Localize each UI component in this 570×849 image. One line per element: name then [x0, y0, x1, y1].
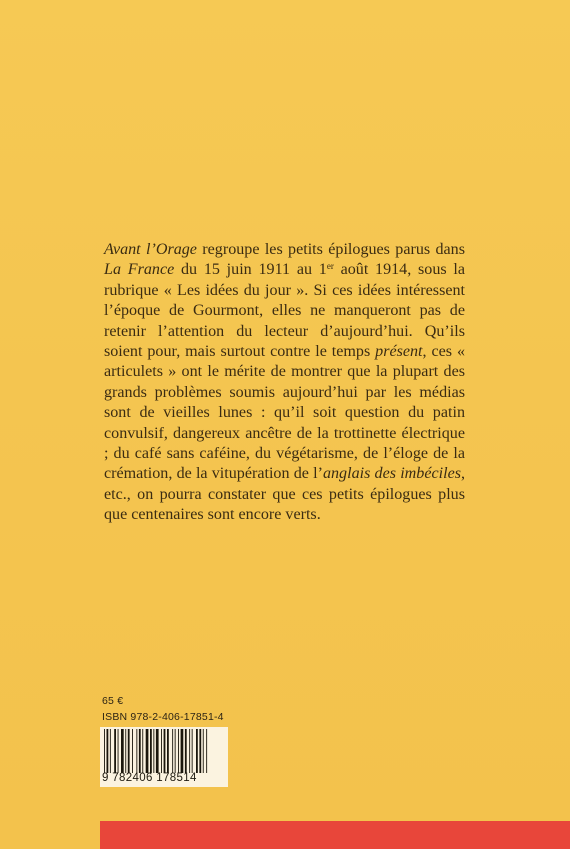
blurb-text — [104, 240, 465, 526]
anglais-emphasis: anglais des imbéciles — [322, 465, 461, 483]
ordinal-superscript: er — [326, 261, 334, 272]
barcode-bar — [132, 729, 133, 773]
barcode-bar — [172, 729, 173, 773]
present-emphasis: présent — [375, 343, 423, 361]
barcode-bar — [121, 729, 124, 773]
barcode-bar — [107, 729, 109, 773]
barcode-bar — [118, 729, 119, 773]
barcode-bar — [128, 729, 130, 773]
barcode-bar — [114, 729, 116, 773]
barcode-bar — [139, 729, 141, 773]
barcode-bar — [178, 729, 179, 773]
barcode-bar — [104, 729, 105, 773]
barcode-bar — [203, 729, 204, 773]
barcode-bar — [199, 729, 201, 773]
blurb-part-3: août 1914, sous la rubrique « Les idées du jour ». Si ces idées intéressent l’époque de Gourmont, elles ne manqueront pas de retenir l’attention du lecteur d’aujourd’hui. Qu’ils soient pour, mais surtout contre le temps — [104, 261, 466, 361]
barcode-bar — [125, 729, 126, 773]
barcode-bar — [146, 729, 149, 773]
book-title: Avant l’Orage — [104, 241, 197, 258]
barcode-bar — [192, 729, 193, 773]
blurb-part-2: du 15 juin 1911 au 1 — [174, 261, 327, 279]
barcode-bar — [206, 729, 207, 773]
barcode-bar — [156, 729, 159, 773]
barcode-bar — [167, 729, 169, 773]
barcode — [100, 727, 228, 787]
barcode-bar — [110, 729, 111, 773]
barcode-bar — [150, 729, 152, 773]
barcode-bar — [196, 729, 198, 773]
blurb-part-4: , ces « articulets » ont le mérite de montrer que la plupart des grands problèmes soumis aujourd’hui par les médias sont de vieilles lunes : qu’il soit question du patin convulsif, dangereux ancêtre de la trottinette électrique ; du café sans caféine, du végétarisme, de l’éloge de la crémation, de la vitupération de l’ — [104, 343, 465, 483]
blurb-part-1: regroupe les petits épilogues parus dans — [196, 241, 465, 258]
barcode-bar — [181, 729, 184, 773]
barcode-digits: 9 782406 178514 — [102, 772, 197, 784]
barcode-bar — [189, 729, 190, 773]
barcode-bar — [161, 729, 162, 773]
newspaper-name: La France — [104, 261, 175, 279]
barcode-bars — [103, 729, 225, 773]
barcode-bar — [136, 729, 137, 773]
barcode-bar — [153, 729, 154, 773]
barcode-bar — [175, 729, 176, 773]
barcode-bar — [142, 729, 143, 773]
barcode-bar — [185, 729, 187, 773]
red-band — [100, 821, 570, 849]
price-label: 65 € — [102, 695, 124, 707]
barcode-bar — [164, 729, 166, 773]
isbn-label: ISBN 978-2-406-17851-4 — [102, 711, 224, 723]
blurb-part-5: , etc., on pourra constater que ces petits épilogues plus que centenaires sont encore verts. — [104, 465, 466, 524]
